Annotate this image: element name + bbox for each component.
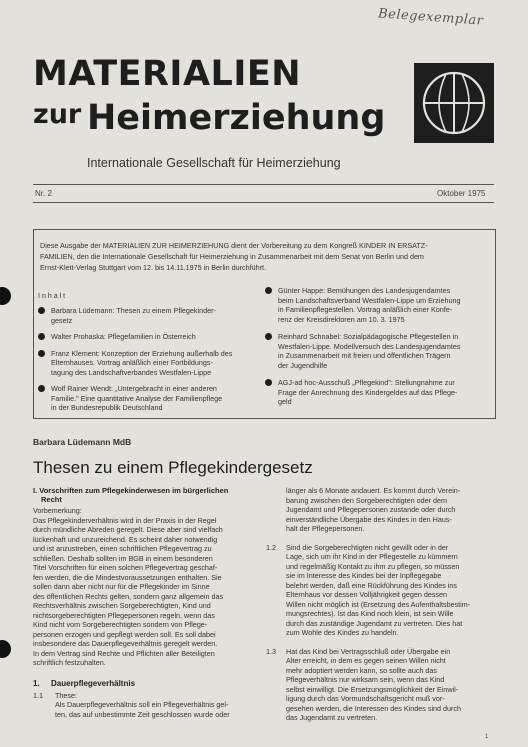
contents-box	[33, 229, 496, 419]
toc-right-column	[265, 286, 490, 407]
issue-rule-bottom	[33, 202, 494, 203]
toc-entry: Barbara Lüdemann: Thesen zu einem Pflegekinder- gesetz	[38, 306, 256, 325]
bullet-icon	[38, 333, 45, 340]
bullet-icon	[38, 307, 45, 314]
toc-left-column	[38, 306, 256, 413]
paragraph-1-1-continued: länger als 6 Monate andauert. Es kommt durch Verein- barung zwischen den Sorgeberechtigten oder dem Jugendamt und Pflegepersonen zustande oder durch einverständliche Übergabe des Kindes in den Haus- halt der Pflegepersonen.	[286, 486, 461, 533]
masthead-title-line2: Heimerziehung	[87, 98, 386, 138]
bullet-icon	[38, 385, 45, 392]
article-left-column	[33, 486, 255, 719]
article-title: Thesen zu einem Pflegekindergesetz	[33, 458, 313, 477]
toc-entry: Reinhard Schnabel: Sozialpädagogische Pflegestellen in Westfalen-Lippe. Modellversuch des Landesjugendamtes in Zusammenarbeit mit freien und öffentlichen Trägern der Jugendhilfe	[265, 332, 490, 370]
handwritten-note: Belegexemplar	[377, 6, 484, 29]
bullet-icon	[265, 333, 272, 340]
toc-entry: Wolf Rainer Wendt: „Untergebracht in einer anderen Familie." Eine quantitative Analyse der Familienpflege in der Bundesrepublik Deutschland	[38, 384, 256, 413]
toc-entry: Franz Klement: Konzeption der Erziehung außerhalb des Elternhauses. Vortrag anläßlich einer Fortbildungs- tagung des Landschaftverbandes Westfalen-Lippe	[38, 349, 256, 378]
paragraph-1-2: 1.2 Sind die Sorgeberechtigten nicht gewillt oder in der Lage, sich um ihr Kind in der Pflegestelle zu kümmern und regelmäßig Kontakt zu ihm zu pflegen, so müssen sie im Interesse des Kindes bei der Inpflegegabe belehrt werden, daß eine Rückführung des Kindes ins Elternhaus vor dessen Volljährigkeit gegen dessen Willen nicht möglich ist (Ersetzung des Aufenthaltsbestim- mungsrechtes). Ist das Kind noch klein, ist sein Wille durch das zuständige Jugendamt zu vertreten. Dies hat zum Wohle des Kindes zu handeln.	[266, 542, 471, 637]
paragraph-1-3: 1.3 Hat das Kind bei Vertragsschluß oder Übergabe ein Alter erreicht, in dem es gegen seinen Willen nicht mehr adoptiert werden kann, so sollte auch das Pflegeverhältnis nur wirksam sein, wenn das Kind selbst einwilligt. Die Ersetzungsmöglichkeit der Einwil- ligung durch das Vormundschaftsgericht muß vor- gesehen werden, die Interessen des Kindes sind durch das Jugendamt zu vertreten.	[266, 646, 462, 722]
section-heading: I. Vorschriften zum Pflegekinderwesen im bürgerlichen Recht	[33, 486, 229, 504]
masthead-subtitle: Internationale Gesellschaft für Heimerziehung	[87, 156, 341, 170]
masthead-title-zur: zur	[33, 99, 82, 130]
intro-line: Diese Ausgabe der MATERIALIEN ZUR HEIMERZIEHUNG dient der Vorbereitung zu dem Kongreß KINDER IN ERSATZ-	[40, 241, 428, 250]
toc-entry: AGJ-ad hoc-Ausschuß „Pflegekind": Stellungnahme zur Frage der Anrechnung des Kindergeldes auf das Pflege- geld	[265, 378, 490, 407]
intro-line: FAMILIEN, den die Internationale Gesellschaft für Heimerziehung in Zusammenarbeit mit dem Senat von Berlin und dem	[40, 252, 424, 261]
masthead-title-line1: MATERIALIEN	[33, 54, 302, 94]
subsection-heading: 1. Dauerpflegeverhältnis	[33, 678, 136, 688]
intro-line: Ernst-Klett-Verlag Stuttgart vom 12. bis 14.11.1975 in Berlin durchführt.	[40, 263, 266, 272]
toc-label: Inhalt	[38, 293, 68, 300]
toc-entry: Günter Happe: Bemühungen des Landesjugendamtes beim Landschaftsverband Westfalen-Lippe um Erziehung in Familienpflegestellen. Vortrag anläßlich einer Konfe- renz der Kreisdirektoren am 10. 3. 1975	[265, 286, 490, 324]
article-right-column	[266, 486, 496, 723]
issue-number: Nr. 2	[35, 189, 52, 198]
punch-hole	[0, 640, 11, 658]
bullet-icon	[38, 350, 45, 357]
punch-hole	[0, 287, 11, 305]
intro-text	[40, 240, 489, 273]
globe-logo-icon	[414, 63, 494, 143]
bullet-icon	[265, 379, 272, 386]
page-number: 1	[485, 734, 489, 740]
paragraph-1-1: 1.1 These: Als Dauerpflegeverhältnis soll ein Pflegeverhältnis gel- ten, das auf unbestimmte Zeit geschlossen wurde oder	[33, 690, 230, 719]
issue-rule-top	[33, 184, 494, 185]
toc-entry: Walter Prohaska: Pflegefamilien in Österreich	[38, 332, 256, 342]
article-author: Barbara Lüdemann MdB	[33, 437, 132, 447]
bullet-icon	[265, 287, 272, 294]
issue-date: Oktober 1975	[437, 189, 486, 198]
vorbemerkung-label: Vorbemerkung:	[33, 506, 82, 515]
vorbemerkung-text: Das Pflegekinderverhältnis wird in der Praxis in der Regel durch mündliche Abreden geregelt. Diese aber sind vielfach lückenhaft und unzureichend. Es scheint daher notwendig und ist anzustreben, einen schriftlichen Pflegevertrag zu schließen. Deshalb sollten im BGB in einem besonderen Titel Vorschriften für einen solchen Pflegevertrag geschaf- fen werden, die die Mindestvoraussetzungen enthalten. Sie sollen dann aber nicht nur für die Pflegekinder im Sinne des öffentlichen Rechts gelten, sondern ganz allgemein das Rechtsverhältnis zwischen Sorgeberechtigten, Kind und nichtsorgeberechtigten Pflegepersonen regeln, wenn das Kind nicht vom Sorgeberechtigten sondern von Pflege- personen erzogen und gepflegt werden soll. Es soll dabei insbesondere das Dauerpflegeverhältnis geregelt werden. In dem Vertrag sind Rechte und Pflichten aller Beteiligten schriftlich festzuhalten.	[33, 515, 224, 667]
